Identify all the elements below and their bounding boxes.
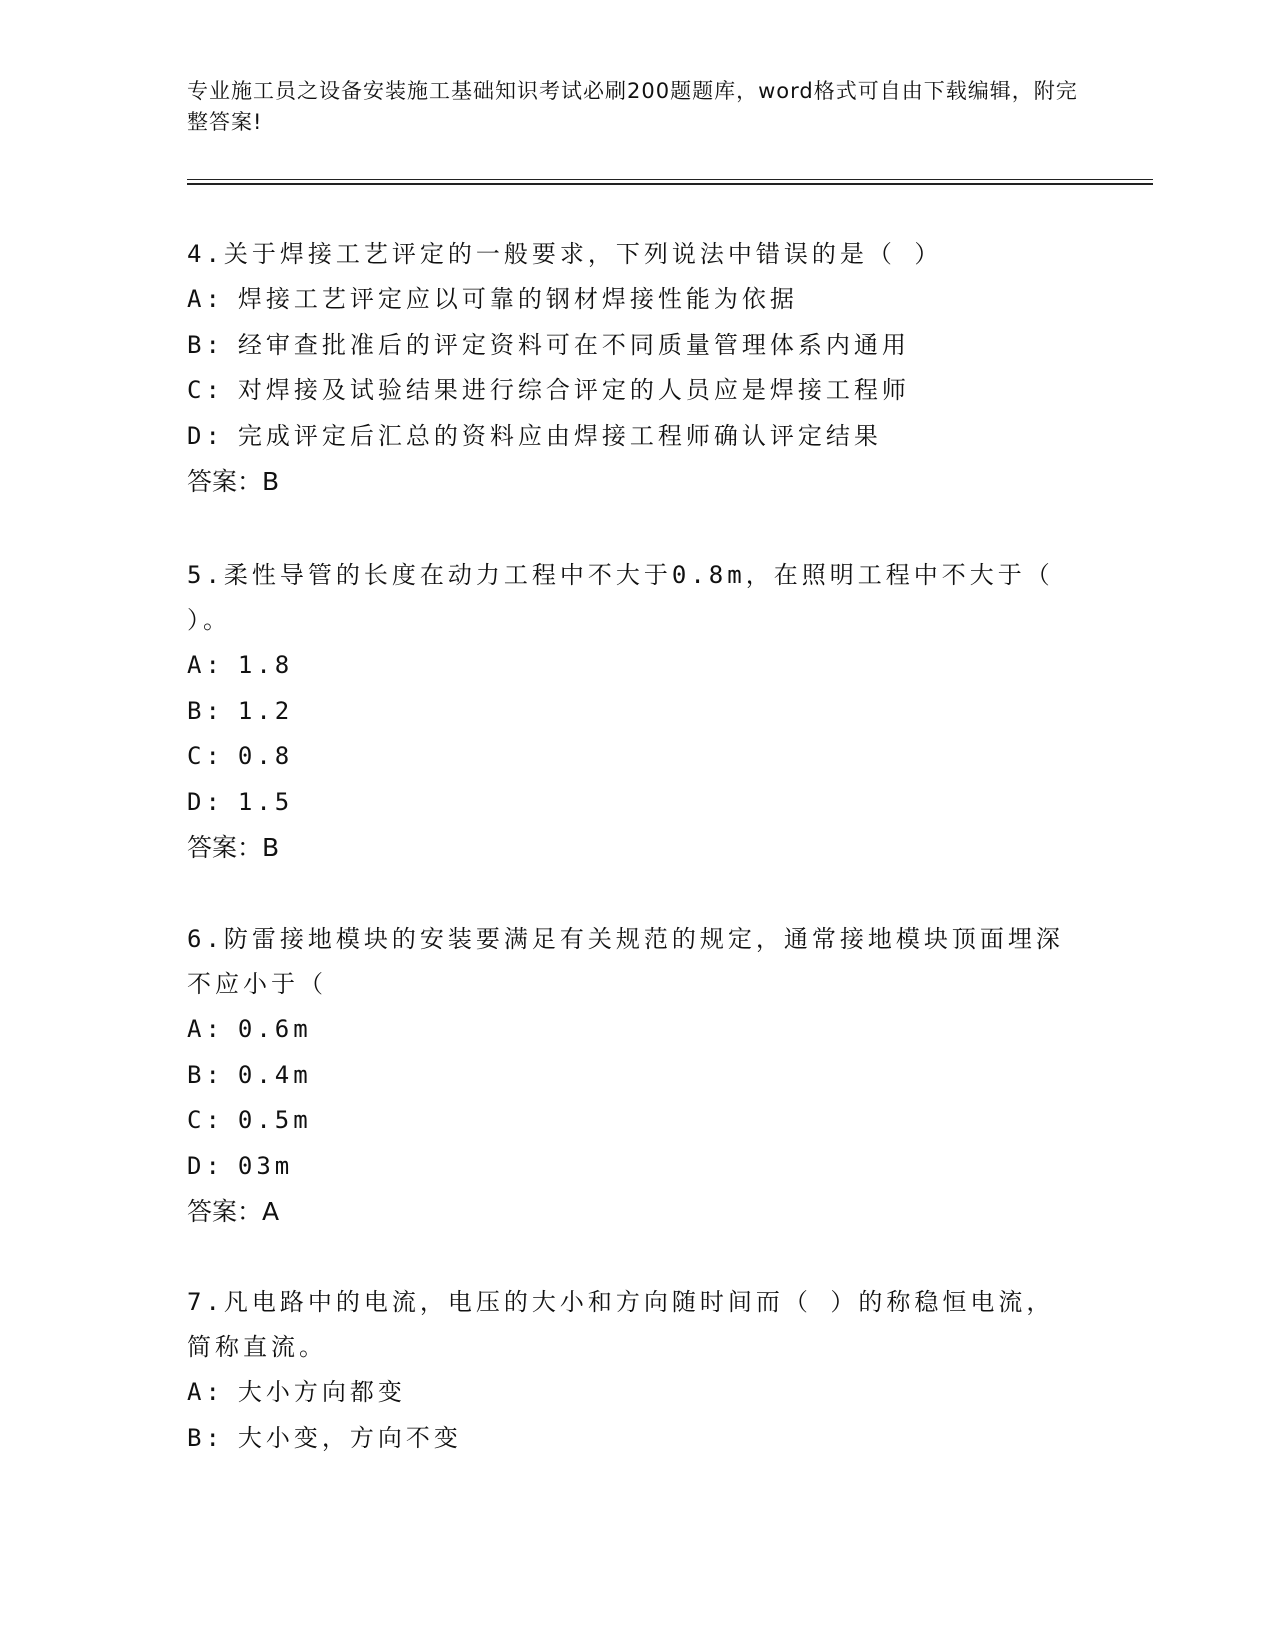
question-6 xyxy=(187,917,1067,1234)
option-key: D: xyxy=(187,787,224,816)
option-text: 完成评定后汇总的资料应由焊接工程师确认评定结果 xyxy=(237,421,882,450)
option-a xyxy=(187,643,1067,689)
option-key: A: xyxy=(187,1015,224,1043)
option-text: 大小方向都变 xyxy=(237,1378,406,1406)
option-key: C: xyxy=(187,742,224,770)
answer-line: 答案：B xyxy=(187,467,280,496)
answer-line: 答案：A xyxy=(187,1197,280,1226)
option-text: 1.8 xyxy=(237,651,294,679)
option-text: 大小变，方向不变 xyxy=(237,1423,462,1452)
option-b xyxy=(187,323,1067,369)
answer-line: 答案：B xyxy=(187,833,280,862)
option-b xyxy=(187,1053,1067,1099)
option-key: C: xyxy=(187,1106,224,1134)
option-key: D: xyxy=(187,421,224,450)
header-divider-thick xyxy=(187,183,1153,185)
option-text: 03m xyxy=(237,1151,294,1180)
option-key: B: xyxy=(187,1060,224,1089)
option-text: 0.6m xyxy=(237,1015,312,1043)
option-key: D: xyxy=(187,1151,224,1180)
option-key: B: xyxy=(187,696,224,725)
option-text: 0.4m xyxy=(237,1060,312,1089)
option-text: 0.5m xyxy=(237,1106,312,1134)
question-7 xyxy=(187,1280,1067,1461)
question-stem: 5.柔性导管的长度在动力工程中不大于0.8m，在照明工程中不大于（ ）。 xyxy=(187,561,1054,634)
option-text: 1.2 xyxy=(237,696,294,725)
option-text: 1.5 xyxy=(237,787,294,816)
option-key: B: xyxy=(187,330,224,359)
option-d xyxy=(187,1144,1067,1190)
question-stem: 7.凡电路中的电流，电压的大小和方向随时间而（ ）的称稳恒电流，简称直流。 xyxy=(187,1288,1055,1361)
option-key: B: xyxy=(187,1423,224,1452)
option-c xyxy=(187,734,1067,780)
option-c xyxy=(187,1098,1067,1144)
option-a xyxy=(187,277,1067,323)
document-title: 专业施工员之设备安装施工基础知识考试必刷200题题库，word格式可自由下载编辑，附完整答案! xyxy=(187,79,1078,134)
option-b xyxy=(187,689,1067,735)
question-stem: 6.防雷接地模块的安装要满足有关规范的规定，通常接地模块顶面埋深不应小于（ xyxy=(187,925,1064,998)
header-divider xyxy=(187,179,1153,180)
option-d xyxy=(187,414,1067,460)
question-4 xyxy=(187,232,1067,504)
option-text: 0.8 xyxy=(237,742,294,770)
option-key: C: xyxy=(187,376,224,404)
option-text: 对焊接及试验结果进行综合评定的人员应是焊接工程师 xyxy=(237,376,910,404)
question-stem: 4.关于焊接工艺评定的一般要求，下列说法中错误的是（ ） xyxy=(187,240,943,268)
option-d xyxy=(187,780,1067,826)
option-a xyxy=(187,1007,1067,1053)
option-c xyxy=(187,368,1067,414)
option-key: A: xyxy=(187,285,224,313)
option-a xyxy=(187,1370,1067,1416)
option-text: 焊接工艺评定应以可靠的钢材焊接性能为依据 xyxy=(237,285,798,313)
option-text: 经审查批准后的评定资料可在不同质量管理体系内通用 xyxy=(237,330,910,359)
option-key: A: xyxy=(187,1378,224,1406)
option-key: A: xyxy=(187,651,224,679)
option-b xyxy=(187,1416,1067,1462)
question-5 xyxy=(187,553,1067,870)
